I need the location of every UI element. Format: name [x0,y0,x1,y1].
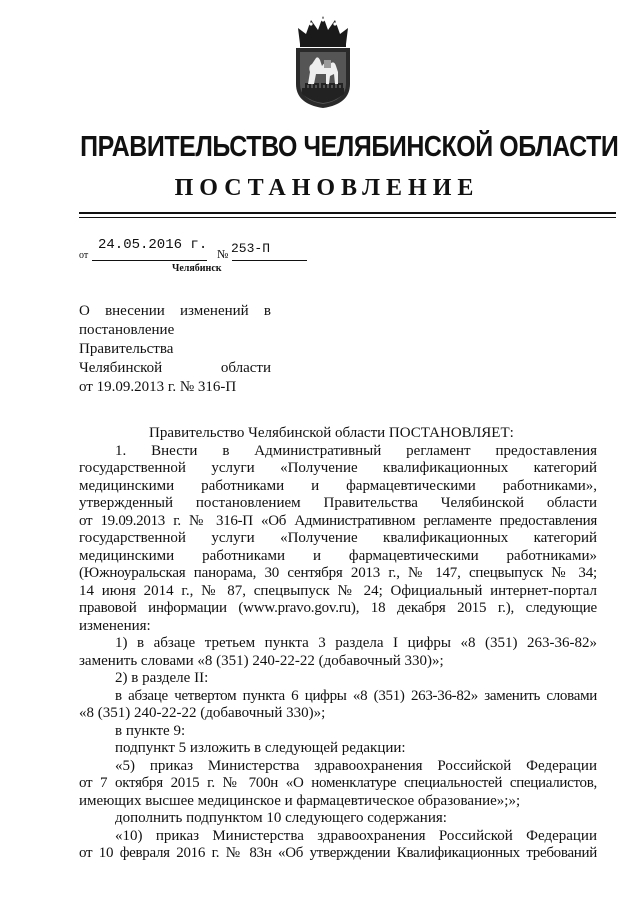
body-line: от 10 февраля 2016 г. № 83н «Об утверждении Квалификационных требований [79,845,597,861]
body-line: от 19.09.2013 г. № 316-П «Об Административном регламенте предоставления [79,512,597,529]
document-number: 253-П [231,241,271,256]
body-line: 2) в разделе II: [115,670,209,686]
body-line: Правительство Челябинской области ПОСТАНОВЛЯЕТ: [149,425,514,441]
body-line: заменить словами «8 (351) 240-22-22 (добавочный 330)»; [79,652,444,669]
body-line: медицинскими работниками и фармацевтическими работниками», [79,477,597,494]
body-line: правовой информации (www.pravo.gov.ru), 18 декабря 2015 г.), следующие [79,600,597,616]
subject-line: от 19.09.2013 г. № 316-П [79,379,237,395]
date-underline [92,260,207,261]
body-line: государственной услуги «Получение квалификационных категорий [79,530,597,546]
body-line: в абзаце четвертом пункта 6 цифры «8 (351) 263-36-82» заменить словами [115,687,597,704]
body-line: 1. Внести в Административный регламент предоставления [115,442,597,459]
document-date: 24.05.2016 г. [98,237,208,253]
body-line: подпункт 5 изложить в следующей редакции: [115,740,406,756]
city-label: Челябинск [172,263,222,274]
date-prefix-label: от [79,250,89,261]
body-line: в пункте 9: [115,722,186,739]
body-line: имеющих высшее медицинское и фармацевтическое образование»;»; [79,792,521,809]
document-subject [79,302,271,397]
coat-of-arms-icon [292,14,354,110]
body-line: «5) приказ Министерства здравоохранения Российской Федерации [115,757,597,774]
body-line: 14 июня 2014 г., № 87, спецвыпуск № 24; Официальный интернет-портал [79,582,597,599]
header-divider-thin [79,217,616,218]
body-line: изменения: [79,617,151,634]
number-label: № [217,247,229,261]
body-line: «8 (351) 240-22-22 (добавочный 330)»; [79,705,326,721]
subject-line: О внесении изменений в [79,303,271,319]
number-underline [232,260,307,261]
header-divider-thick [79,212,616,214]
body-line: государственной услуги «Получение квалификационных категорий [79,460,597,476]
document-type-heading: ПОСТАНОВЛЕНИЕ [174,175,480,201]
subject-line: постановление Правительства [79,322,175,357]
body-line: утвержденный постановлением Правительства Челябинской области [79,495,597,511]
body-line: «10) приказ Министерства здравоохранения Российской Федерации [115,827,597,844]
government-title: ПРАВИТЕЛЬСТВО ЧЕЛЯБИНСКОЙ ОБЛАСТИ [80,131,619,163]
subject-line: Челябинской области [79,360,271,376]
body-line: дополнить подпунктом 10 следующего содержания: [115,810,447,826]
body-line: 1) в абзаце третьем пункта 3 раздела I цифры «8 (351) 263-36-82» [115,635,597,651]
document-body [79,425,597,863]
body-line: (Южноуральская панорама, 30 сентября 2013 г., № 147, спецвыпуск № 34; [79,565,597,581]
body-line: медицинскими работниками и фармацевтическими работниками» [79,547,597,564]
body-line: от 7 октября 2015 г. № 700н «О номенклатуре специальностей специалистов, [79,775,597,791]
